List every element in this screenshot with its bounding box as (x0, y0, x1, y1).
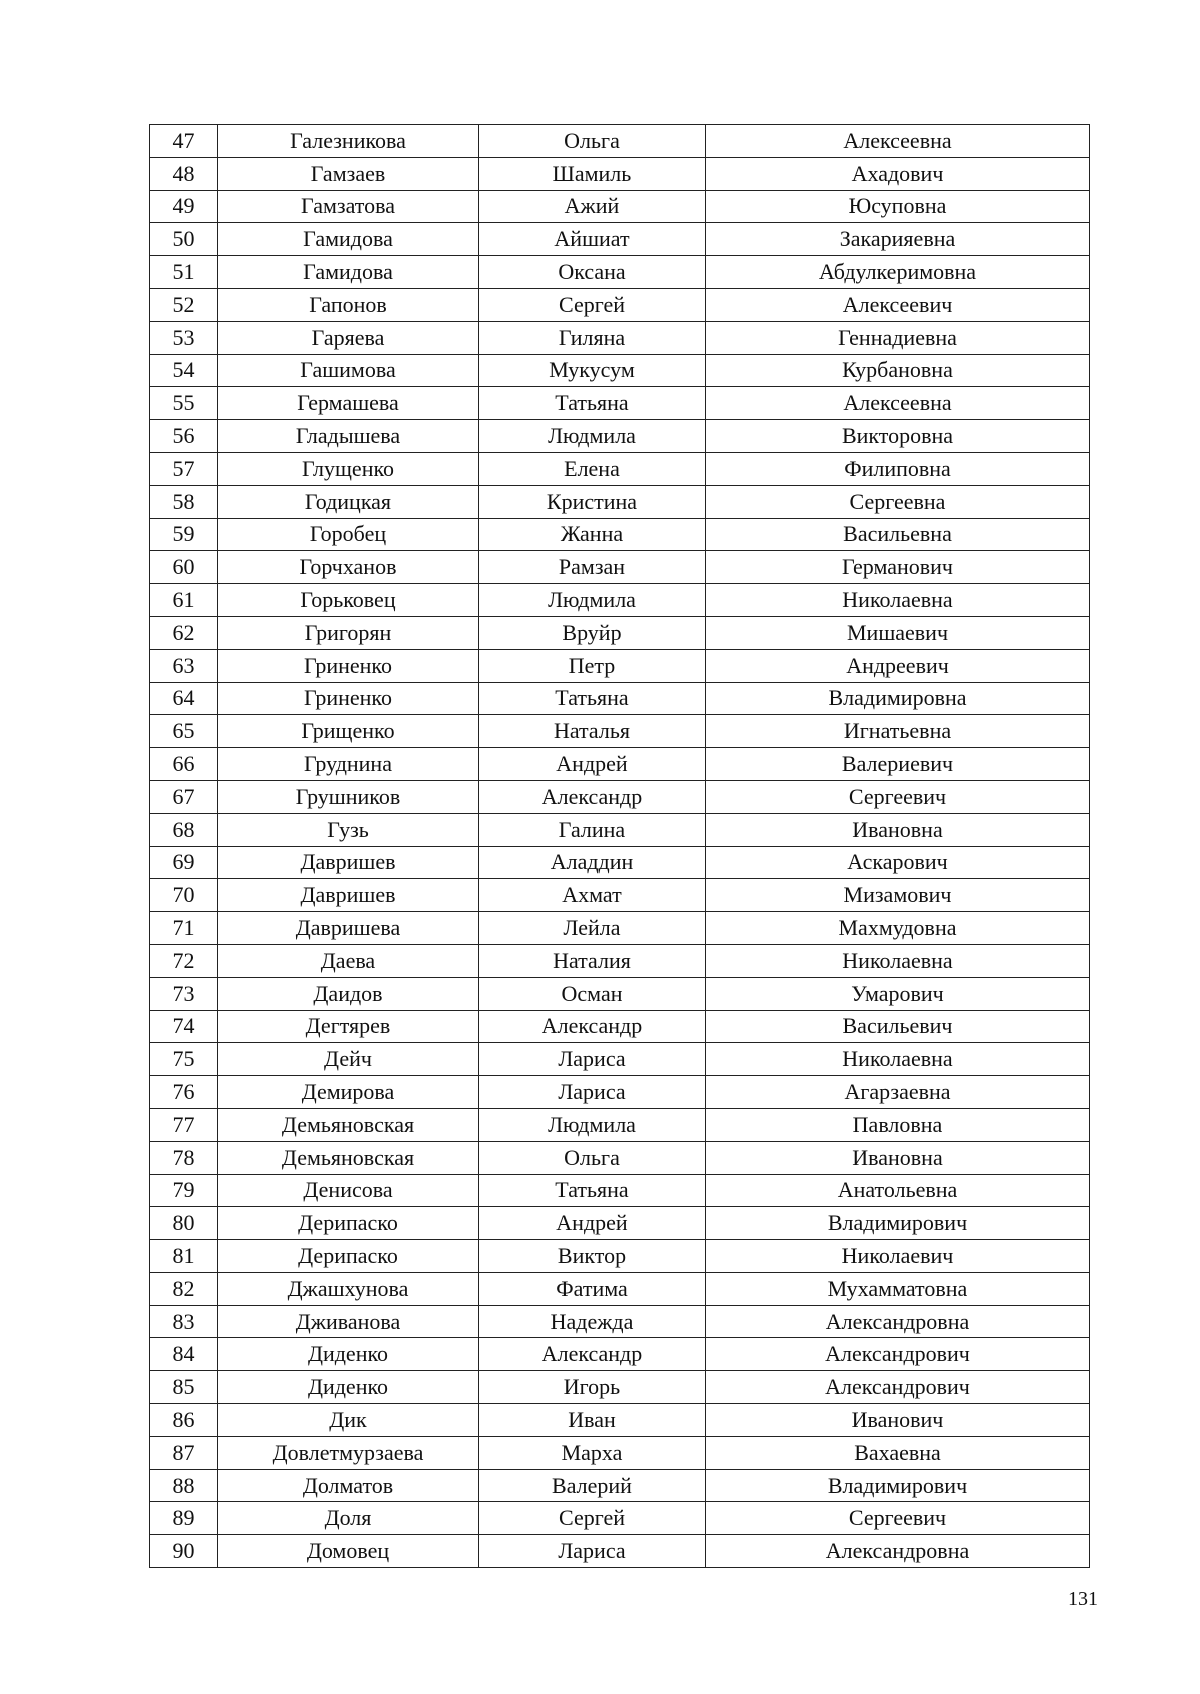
patronymic-cell: Владимирович (706, 1469, 1090, 1502)
first-name-cell: Гиляна (479, 321, 706, 354)
first-name-cell: Иван (479, 1404, 706, 1437)
table-row (150, 1010, 1090, 1043)
row-number-cell: 58 (150, 485, 218, 518)
surname-cell: Глущенко (218, 452, 479, 485)
table-row (150, 452, 1090, 485)
patronymic-cell: Викторовна (706, 420, 1090, 453)
first-name-cell: Мукусум (479, 354, 706, 387)
row-number-cell: 73 (150, 977, 218, 1010)
surname-cell: Давришева (218, 912, 479, 945)
first-name-cell: Александр (479, 1338, 706, 1371)
patronymic-cell: Сергеевна (706, 485, 1090, 518)
table-row (150, 1338, 1090, 1371)
first-name-cell: Андрей (479, 1207, 706, 1240)
patronymic-cell: Александровна (706, 1305, 1090, 1338)
row-number-cell: 63 (150, 649, 218, 682)
first-name-cell: Игорь (479, 1371, 706, 1404)
row-number-cell: 84 (150, 1338, 218, 1371)
table-row (150, 1207, 1090, 1240)
first-name-cell: Шамиль (479, 157, 706, 190)
row-number-cell: 57 (150, 452, 218, 485)
patronymic-cell: Владимирович (706, 1207, 1090, 1240)
first-name-cell: Александр (479, 780, 706, 813)
table-row (150, 1043, 1090, 1076)
row-number-cell: 79 (150, 1174, 218, 1207)
patronymic-cell: Курбановна (706, 354, 1090, 387)
patronymic-cell: Николаевна (706, 1043, 1090, 1076)
patronymic-cell: Иванович (706, 1404, 1090, 1437)
patronymic-cell: Аскарович (706, 846, 1090, 879)
patronymic-cell: Николаевна (706, 584, 1090, 617)
surname-cell: Горьковец (218, 584, 479, 617)
first-name-cell: Валерий (479, 1469, 706, 1502)
first-name-cell: Айшиат (479, 223, 706, 256)
first-name-cell: Лейла (479, 912, 706, 945)
patronymic-cell: Владимировна (706, 682, 1090, 715)
patronymic-cell: Умарович (706, 977, 1090, 1010)
patronymic-cell: Филиповна (706, 452, 1090, 485)
surname-cell: Годицкая (218, 485, 479, 518)
first-name-cell: Кристина (479, 485, 706, 518)
table-row (150, 256, 1090, 289)
surname-cell: Доля (218, 1502, 479, 1535)
surname-cell: Давришев (218, 846, 479, 879)
row-number-cell: 49 (150, 190, 218, 223)
surname-cell: Дик (218, 1404, 479, 1437)
patronymic-cell: Германович (706, 551, 1090, 584)
patronymic-cell: Юсуповна (706, 190, 1090, 223)
table-row (150, 1076, 1090, 1109)
first-name-cell: Татьяна (479, 682, 706, 715)
row-number-cell: 83 (150, 1305, 218, 1338)
surname-cell: Даидов (218, 977, 479, 1010)
first-name-cell: Ажий (479, 190, 706, 223)
table-row (150, 1174, 1090, 1207)
row-number-cell: 50 (150, 223, 218, 256)
table-row (150, 879, 1090, 912)
first-name-cell: Андрей (479, 748, 706, 781)
row-number-cell: 87 (150, 1436, 218, 1469)
table-row (150, 1305, 1090, 1338)
row-number-cell: 67 (150, 780, 218, 813)
surname-cell: Грищенко (218, 715, 479, 748)
table-row (150, 846, 1090, 879)
surname-cell: Горобец (218, 518, 479, 551)
table-row (150, 1108, 1090, 1141)
surname-cell: Гамзатова (218, 190, 479, 223)
row-number-cell: 90 (150, 1535, 218, 1568)
first-name-cell: Сергей (479, 288, 706, 321)
surname-cell: Гузь (218, 813, 479, 846)
patronymic-cell: Николаевич (706, 1240, 1090, 1273)
surname-cell: Дерипаско (218, 1207, 479, 1240)
first-name-cell: Наталья (479, 715, 706, 748)
table-row (150, 912, 1090, 945)
table-row (150, 748, 1090, 781)
table-row (150, 977, 1090, 1010)
row-number-cell: 71 (150, 912, 218, 945)
surname-cell: Гаряева (218, 321, 479, 354)
first-name-cell: Ольга (479, 1141, 706, 1174)
page-number: 131 (1068, 1588, 1098, 1610)
table-row (150, 518, 1090, 551)
row-number-cell: 65 (150, 715, 218, 748)
patronymic-cell: Мизамович (706, 879, 1090, 912)
first-name-cell: Людмила (479, 584, 706, 617)
row-number-cell: 82 (150, 1272, 218, 1305)
first-name-cell: Наталия (479, 944, 706, 977)
surname-cell: Гашимова (218, 354, 479, 387)
table-row (150, 485, 1090, 518)
patronymic-cell: Вахаевна (706, 1436, 1090, 1469)
surname-cell: Давришев (218, 879, 479, 912)
patronymic-cell: Васильевич (706, 1010, 1090, 1043)
table-row (150, 1502, 1090, 1535)
table-row (150, 1240, 1090, 1273)
row-number-cell: 86 (150, 1404, 218, 1437)
table-row (150, 1535, 1090, 1568)
first-name-cell: Аладдин (479, 846, 706, 879)
table-row (150, 944, 1090, 977)
patronymic-cell: Закарияевна (706, 223, 1090, 256)
patronymic-cell: Александровна (706, 1535, 1090, 1568)
row-number-cell: 77 (150, 1108, 218, 1141)
surname-cell: Джашхунова (218, 1272, 479, 1305)
surname-cell: Диденко (218, 1371, 479, 1404)
surname-cell: Горчханов (218, 551, 479, 584)
row-number-cell: 78 (150, 1141, 218, 1174)
table-row (150, 354, 1090, 387)
first-name-cell: Виктор (479, 1240, 706, 1273)
patronymic-cell: Геннадиевна (706, 321, 1090, 354)
roster-table (149, 124, 1090, 1568)
patronymic-cell: Андреевич (706, 649, 1090, 682)
row-number-cell: 70 (150, 879, 218, 912)
first-name-cell: Лариса (479, 1043, 706, 1076)
first-name-cell: Людмила (479, 1108, 706, 1141)
first-name-cell: Лариса (479, 1535, 706, 1568)
patronymic-cell: Алексеевна (706, 387, 1090, 420)
surname-cell: Гриненко (218, 649, 479, 682)
surname-cell: Дегтярев (218, 1010, 479, 1043)
first-name-cell: Фатима (479, 1272, 706, 1305)
table-row (150, 616, 1090, 649)
patronymic-cell: Анатольевна (706, 1174, 1090, 1207)
row-number-cell: 88 (150, 1469, 218, 1502)
patronymic-cell: Ивановна (706, 813, 1090, 846)
patronymic-cell: Сергеевич (706, 1502, 1090, 1535)
table-row (150, 813, 1090, 846)
row-number-cell: 60 (150, 551, 218, 584)
row-number-cell: 56 (150, 420, 218, 453)
row-number-cell: 48 (150, 157, 218, 190)
first-name-cell: Александр (479, 1010, 706, 1043)
table-row (150, 1404, 1090, 1437)
table-row (150, 157, 1090, 190)
row-number-cell: 74 (150, 1010, 218, 1043)
table-row (150, 125, 1090, 158)
surname-cell: Даева (218, 944, 479, 977)
surname-cell: Грушников (218, 780, 479, 813)
row-number-cell: 76 (150, 1076, 218, 1109)
row-number-cell: 54 (150, 354, 218, 387)
surname-cell: Гриненко (218, 682, 479, 715)
surname-cell: Григорян (218, 616, 479, 649)
first-name-cell: Петр (479, 649, 706, 682)
first-name-cell: Татьяна (479, 387, 706, 420)
first-name-cell: Надежда (479, 1305, 706, 1338)
first-name-cell: Галина (479, 813, 706, 846)
patronymic-cell: Алексеевич (706, 288, 1090, 321)
table-row (150, 387, 1090, 420)
patronymic-cell: Алексеевна (706, 125, 1090, 158)
table-row (150, 715, 1090, 748)
row-number-cell: 66 (150, 748, 218, 781)
table-row (150, 649, 1090, 682)
surname-cell: Гладышева (218, 420, 479, 453)
surname-cell: Галезникова (218, 125, 479, 158)
surname-cell: Груднина (218, 748, 479, 781)
row-number-cell: 81 (150, 1240, 218, 1273)
first-name-cell: Ольга (479, 125, 706, 158)
patronymic-cell: Мишаевич (706, 616, 1090, 649)
first-name-cell: Вруйр (479, 616, 706, 649)
table-row (150, 682, 1090, 715)
row-number-cell: 53 (150, 321, 218, 354)
patronymic-cell: Ахадович (706, 157, 1090, 190)
row-number-cell: 75 (150, 1043, 218, 1076)
table-row (150, 584, 1090, 617)
surname-cell: Гамидова (218, 256, 479, 289)
first-name-cell: Людмила (479, 420, 706, 453)
row-number-cell: 62 (150, 616, 218, 649)
patronymic-cell: Мухамматовна (706, 1272, 1090, 1305)
table-row (150, 780, 1090, 813)
patronymic-cell: Сергеевич (706, 780, 1090, 813)
table-row (150, 1272, 1090, 1305)
first-name-cell: Рамзан (479, 551, 706, 584)
row-number-cell: 69 (150, 846, 218, 879)
row-number-cell: 80 (150, 1207, 218, 1240)
surname-cell: Денисова (218, 1174, 479, 1207)
patronymic-cell: Александрович (706, 1371, 1090, 1404)
row-number-cell: 85 (150, 1371, 218, 1404)
table-row (150, 551, 1090, 584)
first-name-cell: Жанна (479, 518, 706, 551)
first-name-cell: Сергей (479, 1502, 706, 1535)
table-row (150, 1469, 1090, 1502)
surname-cell: Дерипаско (218, 1240, 479, 1273)
first-name-cell: Лариса (479, 1076, 706, 1109)
patronymic-cell: Павловна (706, 1108, 1090, 1141)
table-row (150, 288, 1090, 321)
first-name-cell: Осман (479, 977, 706, 1010)
patronymic-cell: Николаевна (706, 944, 1090, 977)
patronymic-cell: Александрович (706, 1338, 1090, 1371)
surname-cell: Долматов (218, 1469, 479, 1502)
row-number-cell: 68 (150, 813, 218, 846)
first-name-cell: Ахмат (479, 879, 706, 912)
surname-cell: Гермашева (218, 387, 479, 420)
patronymic-cell: Агарзаевна (706, 1076, 1090, 1109)
row-number-cell: 61 (150, 584, 218, 617)
row-number-cell: 51 (150, 256, 218, 289)
table-row (150, 1436, 1090, 1469)
row-number-cell: 47 (150, 125, 218, 158)
row-number-cell: 55 (150, 387, 218, 420)
row-number-cell: 59 (150, 518, 218, 551)
table-row (150, 1371, 1090, 1404)
first-name-cell: Татьяна (479, 1174, 706, 1207)
surname-cell: Демирова (218, 1076, 479, 1109)
surname-cell: Довлетмурзаева (218, 1436, 479, 1469)
patronymic-cell: Игнатьевна (706, 715, 1090, 748)
table-row (150, 223, 1090, 256)
table-row (150, 1141, 1090, 1174)
row-number-cell: 52 (150, 288, 218, 321)
patronymic-cell: Абдулкеримовна (706, 256, 1090, 289)
patronymic-cell: Валериевич (706, 748, 1090, 781)
surname-cell: Демьяновская (218, 1108, 479, 1141)
patronymic-cell: Махмудовна (706, 912, 1090, 945)
patronymic-cell: Васильевна (706, 518, 1090, 551)
surname-cell: Демьяновская (218, 1141, 479, 1174)
first-name-cell: Елена (479, 452, 706, 485)
table-row (150, 190, 1090, 223)
surname-cell: Гамидова (218, 223, 479, 256)
surname-cell: Гапонов (218, 288, 479, 321)
roster-table-body (150, 125, 1090, 1568)
first-name-cell: Оксана (479, 256, 706, 289)
row-number-cell: 72 (150, 944, 218, 977)
surname-cell: Домовец (218, 1535, 479, 1568)
surname-cell: Дейч (218, 1043, 479, 1076)
table-row (150, 321, 1090, 354)
surname-cell: Диденко (218, 1338, 479, 1371)
row-number-cell: 64 (150, 682, 218, 715)
surname-cell: Гамзаев (218, 157, 479, 190)
table-row (150, 420, 1090, 453)
first-name-cell: Марха (479, 1436, 706, 1469)
row-number-cell: 89 (150, 1502, 218, 1535)
surname-cell: Дживанова (218, 1305, 479, 1338)
patronymic-cell: Ивановна (706, 1141, 1090, 1174)
